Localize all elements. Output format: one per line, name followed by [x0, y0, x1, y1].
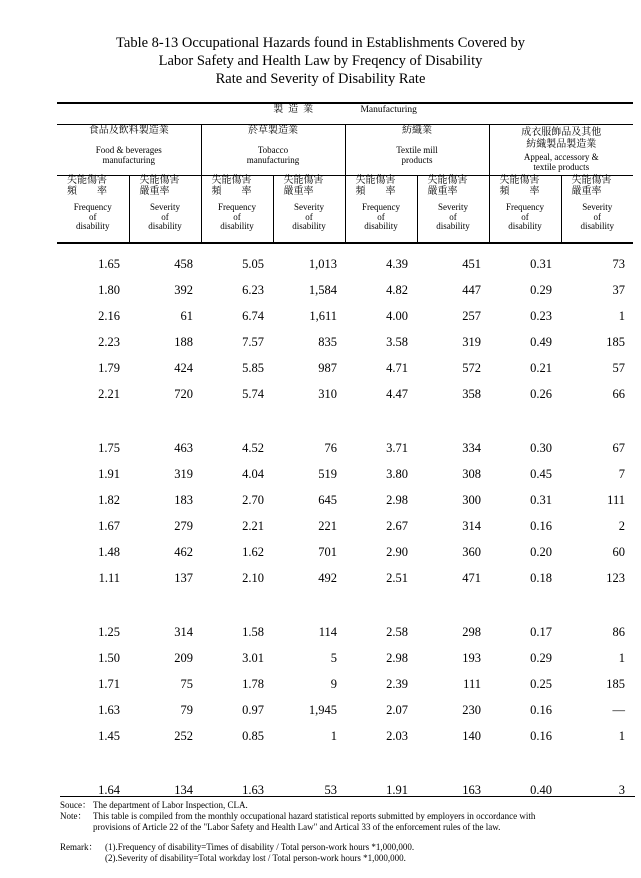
frequency-cell: 0.25 — [530, 677, 552, 691]
note-line-2 — [60, 822, 635, 833]
group-tobacco — [201, 125, 345, 176]
frequency-cell: 1.45 — [98, 729, 120, 743]
frequency-cell: 2.16 — [98, 309, 120, 323]
frequency-zh-1: 失能傷害 — [211, 175, 252, 186]
severity-cell: 987 — [318, 361, 337, 375]
frequency-cell: 0.16 — [530, 519, 552, 533]
group-apparel — [489, 125, 633, 176]
frequency-cell: 3.80 — [386, 467, 408, 481]
frequency-cell: 2.90 — [386, 545, 408, 559]
group-en-2: manufacturing — [102, 154, 155, 165]
frequency-cell: 2.07 — [386, 703, 408, 717]
severity-cell: 57 — [612, 361, 625, 375]
frequency-cell: 5.74 — [242, 387, 264, 401]
frequency-cell: 1.91 — [98, 467, 120, 481]
frequency-cell: 1.11 — [98, 571, 120, 585]
frequency-cell: 0.85 — [242, 729, 264, 743]
frequency-cell: 3.58 — [386, 335, 408, 349]
table-row — [57, 461, 633, 487]
frequency-cell: 2.67 — [386, 519, 408, 533]
manufacturing-header — [57, 103, 633, 125]
severity-cell: — — [612, 703, 625, 717]
severity-cell: 53 — [324, 783, 337, 797]
severity-header — [273, 176, 345, 244]
frequency-cell: 1.82 — [98, 493, 120, 507]
severity-en-1: Severity — [438, 202, 468, 212]
frequency-cell: 1.65 — [98, 257, 120, 271]
severity-zh-2: 嚴重率 — [139, 185, 170, 197]
frequency-cell: 2.98 — [386, 651, 408, 665]
frequency-en-1: Frequency — [73, 202, 112, 212]
severity-cell: 9 — [330, 677, 337, 691]
severity-cell: 319 — [462, 335, 481, 349]
severity-cell: 60 — [612, 545, 625, 559]
severity-cell: 458 — [174, 257, 193, 271]
group-zh: 成衣服飾品及其他 — [521, 127, 602, 138]
severity-cell: 134 — [174, 783, 193, 797]
severity-cell: 5 — [330, 651, 337, 665]
severity-en-1: Severity — [294, 202, 324, 212]
severity-cell: 61 — [180, 309, 193, 323]
remark-text-1: (1).Frequency of disability=Times of disability / Total person-work hours *1,000,000. — [105, 842, 415, 852]
source-label: Souce： — [60, 800, 91, 810]
severity-cell: 67 — [612, 441, 625, 455]
frequency-en-3: disability — [76, 221, 110, 231]
frequency-cell: 0.16 — [530, 703, 552, 717]
table-row — [57, 381, 633, 407]
group-en-1: Appeal, accessory & — [523, 152, 599, 162]
severity-cell: 392 — [174, 283, 193, 297]
severity-cell: 451 — [462, 257, 481, 271]
frequency-cell: 1.78 — [242, 677, 264, 691]
frequency-cell: 0.21 — [530, 361, 552, 375]
severity-cell: 314 — [174, 625, 193, 639]
frequency-cell: 4.82 — [386, 283, 408, 297]
table-row — [57, 619, 633, 645]
severity-cell: 471 — [462, 571, 481, 585]
severity-cell: 572 — [462, 361, 481, 375]
note — [60, 811, 635, 822]
frequency-cell: 0.17 — [530, 625, 552, 639]
severity-en-3: disability — [292, 221, 326, 231]
table-footnotes — [60, 796, 635, 864]
severity-zh-1: 失能傷害 — [571, 175, 612, 186]
frequency-cell: 0.20 — [530, 545, 552, 559]
severity-cell: 1,584 — [308, 283, 337, 297]
note-label: Note： — [60, 811, 87, 821]
manufacturing-en: Manufacturing — [360, 105, 417, 115]
frequency-cell: 0.31 — [530, 493, 552, 507]
frequency-header — [489, 176, 561, 244]
severity-cell: 66 — [612, 387, 625, 401]
severity-cell: 319 — [174, 467, 193, 481]
group-en-2: textile products — [533, 161, 590, 172]
severity-cell: 462 — [174, 545, 193, 559]
frequency-cell: 4.04 — [242, 467, 264, 481]
table-row — [57, 539, 633, 565]
severity-cell: 111 — [607, 493, 625, 507]
data-table — [57, 251, 633, 803]
title-line-3: Rate and Severity of Disability Rate — [215, 71, 426, 87]
frequency-cell: 0.16 — [530, 729, 552, 743]
severity-cell: 314 — [462, 519, 481, 533]
frequency-en-3: disability — [508, 221, 542, 231]
frequency-zh-2: 頻 率 — [499, 185, 540, 197]
severity-cell: 358 — [462, 387, 481, 401]
frequency-zh-1: 失能傷害 — [499, 175, 540, 186]
frequency-en-3: disability — [364, 221, 398, 231]
frequency-cell: 1.63 — [242, 783, 264, 797]
frequency-en-1: Frequency — [506, 202, 544, 212]
severity-cell: 193 — [462, 651, 481, 665]
table-row — [57, 487, 633, 513]
severity-zh-1: 失能傷害 — [283, 175, 324, 186]
severity-cell: 252 — [174, 729, 193, 743]
frequency-en-1: Frequency — [362, 202, 400, 212]
source-note — [60, 800, 635, 811]
frequency-cell: 2.03 — [386, 729, 408, 743]
group-en-1: Tobacco — [257, 145, 289, 155]
frequency-cell: 0.30 — [530, 441, 552, 455]
severity-en-2: of — [449, 211, 457, 222]
frequency-cell: 3.01 — [242, 651, 264, 665]
severity-cell: 209 — [174, 651, 193, 665]
frequency-cell: 2.70 — [242, 493, 264, 507]
severity-cell: 183 — [174, 493, 193, 507]
severity-cell: 463 — [174, 441, 193, 455]
severity-cell: 279 — [174, 519, 193, 533]
severity-cell: 230 — [462, 703, 481, 717]
severity-cell: 1,611 — [309, 309, 337, 323]
group-zh-2: 紡織製品製造業 — [526, 139, 597, 150]
severity-cell: 645 — [318, 493, 337, 507]
frequency-header — [201, 176, 273, 244]
severity-cell: 1,013 — [308, 257, 337, 271]
severity-cell: 37 — [612, 283, 625, 297]
frequency-en-3: disability — [220, 221, 254, 231]
severity-cell: 163 — [462, 783, 481, 797]
severity-cell: 188 — [174, 335, 193, 349]
severity-cell: 86 — [612, 625, 625, 639]
severity-cell: 185 — [606, 335, 625, 349]
frequency-cell: 1.25 — [98, 625, 120, 639]
frequency-cell: 1.79 — [98, 361, 120, 375]
severity-cell: 1 — [330, 729, 337, 743]
severity-cell: 140 — [462, 729, 481, 743]
note-text-2: provisions of Article 22 of the "Labor Safety and Health Law" and Artical 33 of the enforcement rules of the law. — [93, 822, 501, 832]
severity-cell: 701 — [318, 545, 337, 559]
frequency-en-1: Frequency — [218, 202, 256, 212]
frequency-cell: 2.21 — [242, 519, 264, 533]
severity-cell: 7 — [618, 467, 625, 481]
table-row — [57, 435, 633, 461]
frequency-zh-2: 頻 率 — [67, 185, 107, 197]
group-zh: 菸草製造業 — [248, 125, 298, 136]
frequency-cell: 1.50 — [98, 651, 120, 665]
remark-text-2: (2).Severity of disability=Total workday lost / Total person-work hours *1,000,000. — [105, 853, 406, 863]
frequency-cell: 1.71 — [98, 677, 120, 691]
group-en-1: Textile mill — [396, 145, 438, 155]
severity-cell: 185 — [606, 677, 625, 691]
frequency-cell: 3.71 — [386, 441, 408, 455]
frequency-cell: 2.21 — [98, 387, 120, 401]
severity-header — [561, 176, 633, 244]
severity-cell: 257 — [462, 309, 481, 323]
severity-cell: 334 — [462, 441, 481, 455]
frequency-cell: 1.58 — [242, 625, 264, 639]
frequency-en-2: of — [377, 211, 385, 222]
industry-group-row — [57, 125, 633, 176]
frequency-cell: 6.23 — [242, 283, 264, 297]
frequency-en-2: of — [89, 211, 97, 222]
frequency-cell: 2.39 — [386, 677, 408, 691]
table-row — [57, 277, 633, 303]
severity-cell: 76 — [324, 441, 337, 455]
frequency-en-2: of — [521, 211, 529, 222]
severity-cell: 360 — [462, 545, 481, 559]
severity-cell: 298 — [462, 625, 481, 639]
severity-cell: 221 — [318, 519, 337, 533]
frequency-cell: 5.05 — [242, 257, 264, 271]
frequency-cell: 2.58 — [386, 625, 408, 639]
severity-cell: 447 — [462, 283, 481, 297]
severity-cell: 114 — [318, 625, 337, 639]
frequency-cell: 2.10 — [242, 571, 264, 585]
severity-zh-1: 失能傷害 — [427, 175, 468, 186]
severity-zh-2: 嚴重率 — [283, 185, 314, 197]
severity-cell: 3 — [618, 783, 625, 797]
table-header — [57, 102, 633, 244]
table-row — [57, 671, 633, 697]
group-en-2: products — [401, 154, 433, 165]
frequency-en-2: of — [233, 211, 241, 222]
title-line-2: Labor Safety and Health Law by Freqency of Disability — [158, 53, 483, 69]
frequency-cell: 7.57 — [242, 335, 264, 349]
severity-cell: 123 — [606, 571, 625, 585]
frequency-cell: 5.85 — [242, 361, 264, 375]
frequency-cell: 0.97 — [242, 703, 264, 717]
severity-cell: 424 — [174, 361, 193, 375]
severity-cell: 73 — [612, 257, 625, 271]
frequency-cell: 2.23 — [98, 335, 120, 349]
table-row — [57, 565, 633, 591]
remark-line-2 — [60, 853, 635, 864]
table-row — [57, 329, 633, 355]
manufacturing-zh: 製造業 — [273, 104, 319, 115]
frequency-header — [57, 176, 129, 244]
frequency-cell: 0.29 — [530, 283, 552, 297]
severity-header — [129, 176, 201, 244]
severity-zh-2: 嚴重率 — [571, 185, 602, 197]
group-zh: 紡織業 — [402, 125, 432, 136]
severity-zh-2: 嚴重率 — [427, 185, 458, 197]
table-row — [57, 251, 633, 277]
severity-cell: 2 — [618, 519, 625, 533]
frequency-cell: 2.51 — [386, 571, 408, 585]
frequency-cell: 1.75 — [98, 441, 120, 455]
source-text: The department of Labor Inspection, CLA. — [93, 800, 248, 810]
frequency-header — [345, 176, 417, 244]
frequency-cell: 1.63 — [98, 703, 120, 717]
severity-en-1: Severity — [150, 202, 180, 212]
severity-cell: 835 — [318, 335, 337, 349]
table-title — [0, 34, 641, 88]
frequency-cell: 0.45 — [530, 467, 552, 481]
frequency-cell: 0.29 — [530, 651, 552, 665]
severity-cell: 310 — [318, 387, 337, 401]
severity-cell: 1,945 — [308, 703, 337, 717]
frequency-cell: 2.98 — [386, 493, 408, 507]
severity-cell: 137 — [174, 571, 193, 585]
frequency-cell: 6.74 — [242, 309, 264, 323]
group-en-2: manufacturing — [246, 154, 300, 165]
severity-en-1: Severity — [582, 202, 613, 212]
frequency-cell: 1.80 — [98, 283, 120, 297]
remark — [60, 842, 635, 853]
severity-en-3: disability — [436, 221, 470, 231]
frequency-cell: 4.47 — [386, 387, 408, 401]
severity-en-3: disability — [580, 221, 615, 231]
severity-cell: 720 — [174, 387, 193, 401]
frequency-cell: 4.00 — [386, 309, 408, 323]
table-row — [57, 303, 633, 329]
severity-cell: 111 — [463, 677, 481, 691]
severity-cell: 1 — [618, 651, 625, 665]
severity-cell: 519 — [318, 467, 337, 481]
title-line-1: Table 8-13 Occupational Hazards found in Establishments Covered by — [116, 35, 525, 51]
severity-en-2: of — [593, 211, 602, 222]
severity-cell: 1 — [618, 309, 625, 323]
frequency-cell: 0.40 — [530, 783, 552, 797]
severity-cell: 300 — [462, 493, 481, 507]
frequency-cell: 1.91 — [386, 783, 408, 797]
severity-en-2: of — [161, 211, 169, 222]
frequency-cell: 4.71 — [386, 361, 408, 375]
group-zh: 食品及飲料製造業 — [88, 125, 169, 136]
severity-cell: 79 — [180, 703, 193, 717]
table-row — [57, 697, 633, 723]
note-text-1: This table is compiled from the monthly occupational hazard statistical reports submitted by employers in occordance with — [93, 811, 536, 821]
severity-cell: 308 — [462, 467, 481, 481]
frequency-cell: 0.23 — [530, 309, 552, 323]
frequency-zh-2: 頻 率 — [355, 185, 396, 197]
group-textile-mill — [345, 125, 489, 176]
frequency-cell: 0.31 — [530, 257, 552, 271]
frequency-cell: 1.64 — [98, 783, 120, 797]
severity-header — [417, 176, 489, 244]
frequency-cell: 4.52 — [242, 441, 264, 455]
severity-cell: 492 — [318, 571, 337, 585]
measure-header-row — [57, 176, 633, 244]
frequency-zh-1: 失能傷害 — [355, 175, 396, 186]
severity-cell: 1 — [618, 729, 625, 743]
frequency-zh-1: 失能傷害 — [67, 175, 107, 186]
severity-en-2: of — [305, 211, 313, 222]
frequency-cell: 1.67 — [98, 519, 120, 533]
table-row — [57, 645, 633, 671]
table-row — [57, 355, 633, 381]
frequency-cell: 1.62 — [242, 545, 264, 559]
frequency-cell: 0.26 — [530, 387, 552, 401]
frequency-zh-2: 頻 率 — [211, 185, 252, 197]
group-en-1: Food & beverages — [95, 145, 162, 155]
severity-cell: 75 — [180, 677, 193, 691]
frequency-cell: 0.49 — [530, 335, 552, 349]
remark-label: Remark： — [60, 842, 98, 852]
severity-en-3: disability — [148, 221, 182, 231]
table-row — [57, 723, 633, 749]
table-row — [57, 513, 633, 539]
frequency-cell: 4.39 — [386, 257, 408, 271]
severity-zh-1: 失能傷害 — [139, 175, 180, 186]
frequency-cell: 1.48 — [98, 545, 120, 559]
frequency-cell: 0.18 — [530, 571, 552, 585]
group-food-beverages — [57, 125, 201, 176]
